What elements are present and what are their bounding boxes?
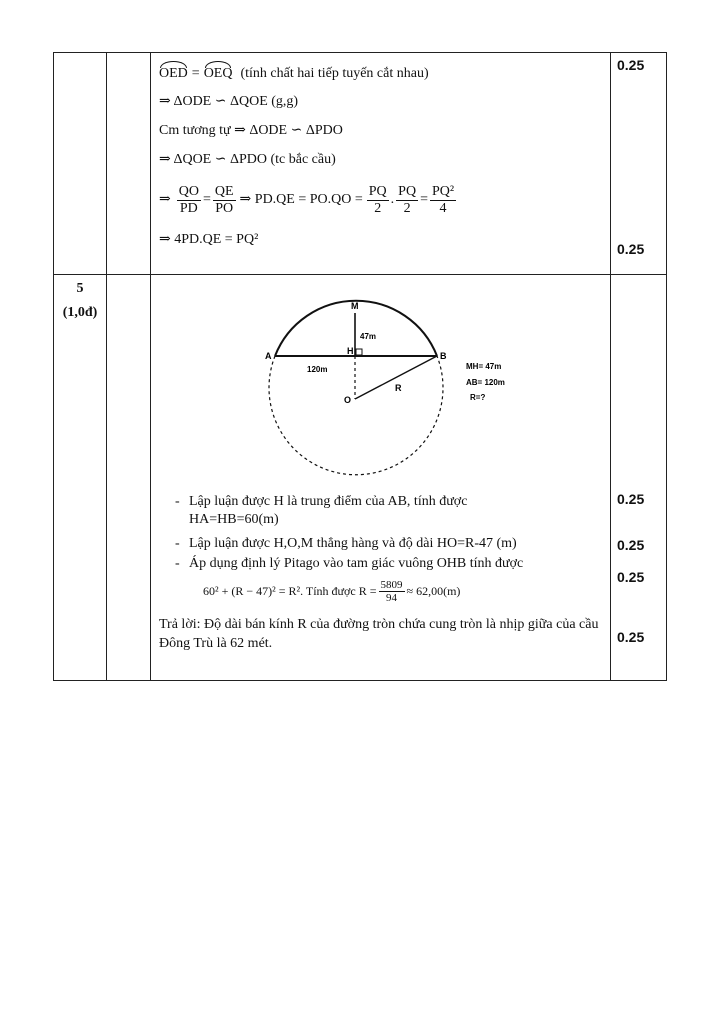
q4-note: (tính chất hai tiếp tuyến cắt nhau) bbox=[240, 66, 429, 81]
q5-step-1 bbox=[159, 493, 535, 529]
q5-step-3 bbox=[159, 555, 604, 573]
fraction-numerator: PQ bbox=[368, 183, 387, 199]
label-r: R bbox=[395, 383, 402, 393]
q4-row bbox=[54, 53, 667, 275]
q4-number-cell bbox=[54, 53, 107, 275]
fraction-numerator: 5809 bbox=[380, 578, 403, 591]
q5-step-3-equation bbox=[159, 573, 604, 609]
arc-oed: OED bbox=[159, 66, 188, 81]
bullet-dash: - bbox=[175, 536, 180, 551]
q4-line-6 bbox=[159, 225, 604, 255]
fraction-pq-2-b bbox=[396, 184, 418, 217]
q4-line-2 bbox=[159, 87, 604, 117]
right-angle-mark bbox=[356, 349, 362, 355]
bullet-dash: - bbox=[175, 556, 180, 571]
score: 0.25 bbox=[617, 57, 645, 73]
q4-similar-1: ⇒ ΔODE ∽ ΔQOE (g,g) bbox=[159, 94, 299, 109]
multiply-dot: . bbox=[390, 192, 395, 207]
q5-step-2-text: Lập luận được H,O,M thẳng hàng và độ dài HO=R-47 (m) bbox=[189, 536, 517, 551]
fraction-denominator: 4 bbox=[439, 200, 447, 216]
fraction-numerator: QO bbox=[178, 183, 199, 199]
fraction-numerator: PQ bbox=[398, 183, 417, 199]
equals-sign: = bbox=[202, 192, 211, 207]
label-b: B bbox=[440, 351, 447, 361]
length-mh: 47m bbox=[360, 332, 377, 341]
q4-line-3 bbox=[159, 117, 604, 145]
fraction-numerator: PQ² bbox=[431, 183, 455, 199]
fraction-denominator: 2 bbox=[374, 200, 382, 216]
equals-sign: = bbox=[420, 192, 428, 207]
q4-line-1 bbox=[159, 61, 604, 87]
q5-content-cell bbox=[151, 275, 611, 681]
fraction-denominator: PD bbox=[179, 200, 198, 216]
q4-product-equation: ⇒ PD.QE = PO.QO = bbox=[239, 192, 363, 207]
implies-arrow: ⇒ bbox=[159, 192, 171, 207]
q5-score-cell bbox=[611, 275, 667, 681]
q4-similar-2: Cm tương tự ⇒ ΔODE ∽ ΔPDO bbox=[159, 123, 343, 138]
q4-line-4 bbox=[159, 145, 604, 175]
q4-similar-3: ⇒ ΔQOE ∽ ΔPDO (tc bắc cầu) bbox=[159, 152, 336, 167]
q5-step-1-text: Lập luận được H là trung điểm của AB, tính được HA=HB=60(m) bbox=[189, 494, 468, 527]
q4-conclusion: ⇒ 4PD.QE = PQ² bbox=[159, 232, 259, 247]
question-points: (1,0đ) bbox=[62, 305, 98, 320]
q4-content-cell bbox=[151, 53, 611, 275]
fraction-denominator: 2 bbox=[403, 200, 411, 216]
q4-line-5 bbox=[159, 175, 604, 225]
answer-table bbox=[53, 52, 667, 681]
bridge-arc-diagram bbox=[159, 279, 599, 489]
fraction-pq2-4 bbox=[430, 184, 456, 217]
fraction-qo-pd bbox=[177, 184, 201, 217]
fraction-denominator: PO bbox=[215, 200, 234, 216]
score: 0.25 bbox=[617, 537, 645, 553]
equals-sign: = bbox=[191, 66, 200, 81]
q5-row bbox=[54, 275, 667, 681]
fraction-5809-94 bbox=[379, 579, 405, 604]
q5-number-cell bbox=[54, 275, 107, 681]
question-number: 5 bbox=[76, 281, 84, 296]
bullet-dash: - bbox=[175, 494, 180, 509]
q5-sub-cell bbox=[107, 275, 151, 681]
q4-sub-cell bbox=[107, 53, 151, 275]
label-m: M bbox=[351, 301, 359, 311]
q5-step-2 bbox=[159, 535, 604, 553]
fraction-denominator: 94 bbox=[386, 591, 397, 604]
q5-answer: Trả lời: Độ dài bán kính R của đường tròn chứa cung tròn là nhịp giữa của cầu Đông Trù là 62 mét. bbox=[159, 617, 599, 651]
circle-dashed-arc bbox=[269, 356, 443, 475]
label-o: O bbox=[344, 395, 352, 405]
given-ab: AB= 120m bbox=[466, 378, 505, 387]
given-mh: MH= 47m bbox=[466, 362, 502, 371]
radius-result: ≈ 62,00(m) bbox=[406, 584, 461, 598]
score: 0.25 bbox=[617, 629, 645, 645]
q4-score-cell bbox=[611, 53, 667, 275]
score: 0.25 bbox=[617, 569, 645, 585]
fraction-numerator: QE bbox=[214, 183, 234, 199]
fraction-qe-po bbox=[213, 184, 236, 217]
fraction-pq-2-a bbox=[367, 184, 389, 217]
q5-step-3-text: Áp dụng định lý Pitago vào tam giác vuông OHB tính được bbox=[189, 556, 524, 571]
label-a: A bbox=[265, 351, 272, 361]
length-ab: 120m bbox=[307, 365, 328, 374]
given-r: R=? bbox=[470, 393, 486, 402]
arc-oeq: OEQ bbox=[203, 66, 233, 81]
score: 0.25 bbox=[617, 241, 645, 257]
pythagoras-equation: 60² + (R − 47)² = R². Tính được R = bbox=[203, 584, 377, 598]
score: 0.25 bbox=[617, 491, 645, 507]
label-h: H bbox=[347, 346, 354, 356]
